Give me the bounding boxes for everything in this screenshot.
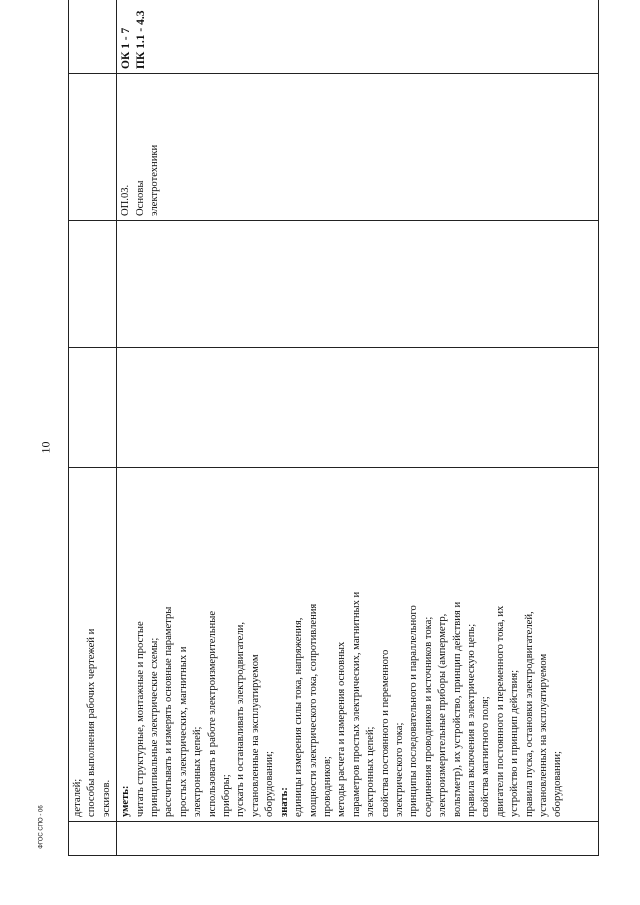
table-cell-empty [69, 74, 117, 221]
cell-line: эскизов. [100, 779, 112, 817]
cell-line: знать: [278, 787, 290, 817]
table-cell-empty [69, 822, 117, 856]
cell-line: электронных цепей; [365, 726, 377, 817]
cell-line: двигатели постоянного и переменного тока, их [494, 605, 506, 817]
cell-line: использовать в работе электроизмерительные [206, 610, 218, 817]
footer-label: ФГОС СПО - 06 [38, 805, 45, 849]
table-cell-skills-continued [69, 468, 117, 822]
table-cell-empty [117, 221, 599, 348]
cell-line: вольтметр), их устройство, принцип действия и [451, 601, 463, 817]
cell-line: установленные на эксплуатируемом [249, 654, 261, 817]
cell-line: устройство и принцип действия; [509, 669, 521, 817]
cell-line: правила включения в электрическую цепь; [465, 623, 477, 817]
table-row [117, 0, 599, 856]
rotated-table-sheet [68, 10, 590, 856]
cell-line: простых электрических, магнитных и [177, 646, 189, 817]
cell-line: проводников; [321, 756, 333, 817]
cell-line: установленных на эксплуатируемом [538, 653, 549, 817]
table-cell-skills-knowledge [117, 468, 599, 822]
discipline-name-line: электротехники [149, 144, 161, 216]
table-cell-empty [117, 822, 599, 856]
cell-line: правила пуска, остановки электродвигателей, [523, 611, 535, 817]
cell-line: способы выполнения рабочих чертежей и [86, 628, 98, 817]
table-cell-discipline [117, 74, 599, 221]
cell-line: свойства постоянного и переменного [379, 649, 391, 817]
cell-line: единицы измерения силы тока, напряжения, [293, 617, 305, 817]
cell-line: мощности электрического тока, сопротивления [307, 603, 319, 817]
cell-line: электронных цепей; [192, 726, 204, 817]
cell-line: деталей; [72, 778, 83, 817]
competence-code: ПК 1.1 - 4.3 [135, 10, 148, 69]
cell-line: принципы последовательного и параллельного [408, 605, 420, 817]
table-cell-competences [117, 0, 599, 74]
cell-line: соединения проводников и источников тока; [422, 616, 434, 817]
table-cell-empty [69, 348, 117, 468]
cell-line: приборы; [221, 774, 233, 817]
cell-line: свойства магнитного поля; [480, 696, 492, 817]
table-cell-empty [69, 221, 117, 348]
cell-line: параметров простых электрических, магнитных и [350, 591, 362, 817]
cell-line: методы расчета и измерения основных [336, 641, 348, 817]
cell-line: уметь: [120, 785, 132, 817]
table-row [69, 0, 117, 856]
cell-line: рассчитывать и измерять основные параметры [163, 606, 175, 817]
competence-table [68, 0, 599, 856]
cell-line: оборудовании; [552, 751, 564, 817]
cell-line: принципиальные электрические схемы; [149, 637, 161, 817]
cell-line: читать структурные, монтажные и простые [134, 621, 146, 817]
cell-line: электроизмерительные приборы (амперметр, [437, 613, 449, 817]
table-cell-empty [117, 348, 599, 468]
table-cell-empty [69, 0, 117, 74]
competence-code: ОК 1 - 7 [120, 27, 133, 69]
discipline-name-line: Основы [134, 180, 146, 216]
discipline-code: ОП.03. [120, 184, 132, 216]
cell-line: электрического тока; [393, 722, 405, 817]
cell-line: пускать и останавливать электродвигатели, [235, 622, 247, 817]
cell-line: оборудовании; [264, 751, 276, 817]
page-number: 10 [38, 441, 53, 454]
